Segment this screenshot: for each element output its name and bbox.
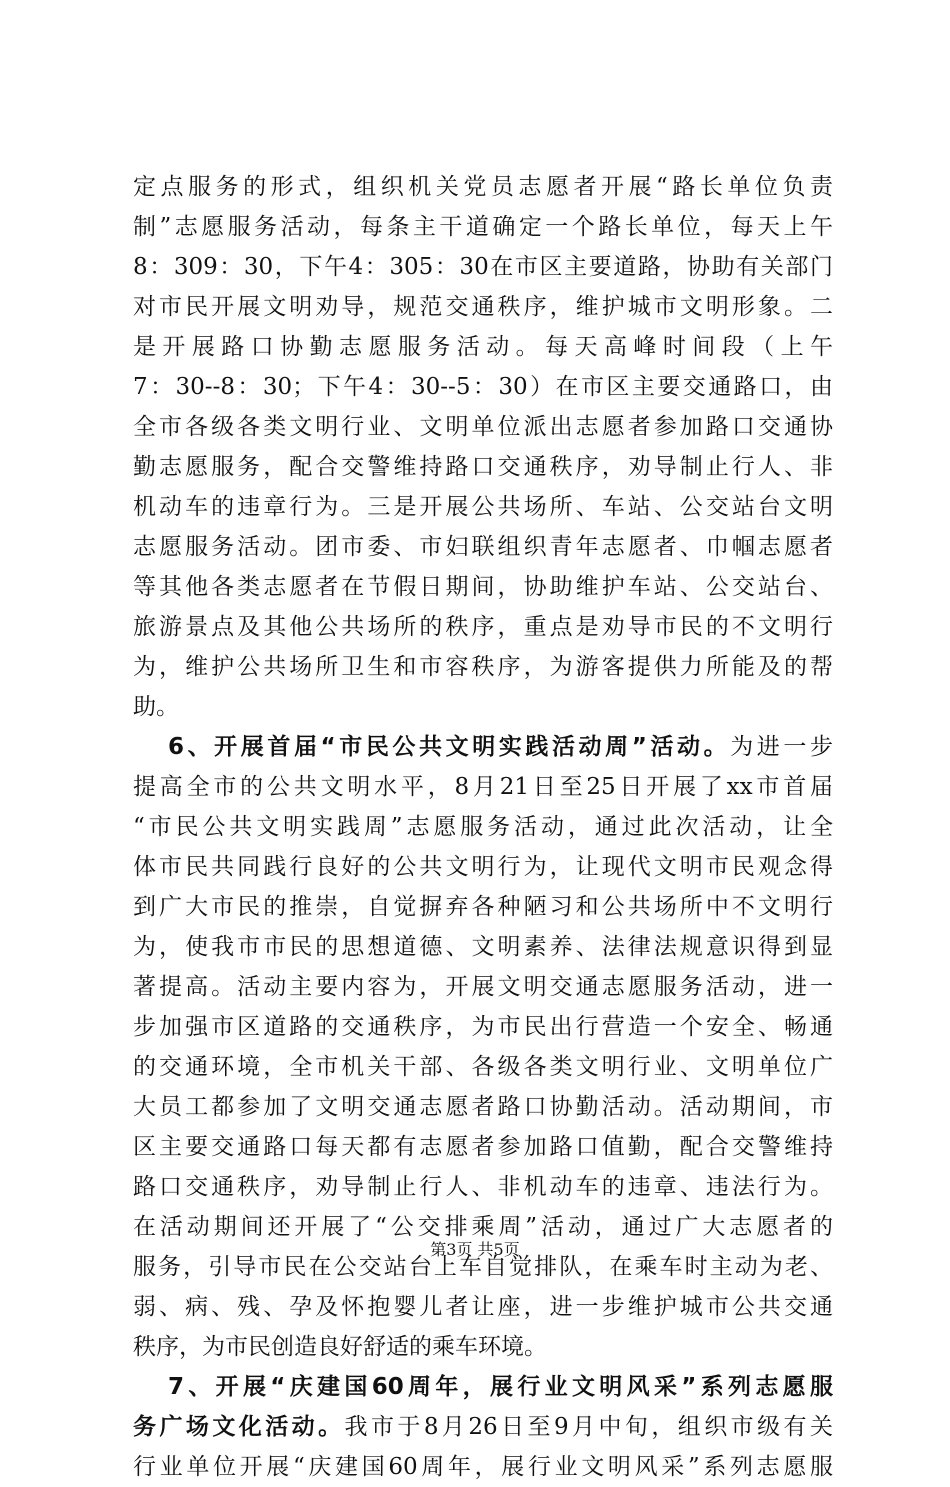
- section-7-second-line-rest: 我市于8月26日至9月中旬，组织市级有关: [344, 1414, 833, 1440]
- paragraph-line: 为，使我市市民的思想道德、文明素养、法律法规意识得到显: [133, 934, 833, 960]
- paragraph-line: 7：30--8：30；下午4：30--5：30）在市区主要交通路口，由: [133, 374, 833, 400]
- paragraph-line: 制”志愿服务活动，每条主干道确定一个路长单位，每天上午: [133, 214, 833, 240]
- section-6-heading: 6、开展首届“市民公共文明实践活动周”活动。: [168, 734, 731, 760]
- paragraph-line: 大员工都参加了文明交通志愿者路口协勤活动。活动期间，市: [133, 1094, 833, 1120]
- paragraph-line: 区主要交通路口每天都有志愿者参加路口值勤，配合交警维持: [133, 1134, 833, 1160]
- paragraph-line: 秩序，为市民创造良好舒适的乘车环境。: [133, 1334, 547, 1360]
- paragraph-line: 的交通环境，全市机关干部、各级各类文明行业、文明单位广: [133, 1054, 833, 1080]
- section-6-first-line-rest: 为进一步: [730, 734, 833, 760]
- paragraph-line: 等其他各类志愿者在节假日期间，协助维护车站、公交站台、: [133, 574, 833, 600]
- paragraph-line: 行业单位开展“庆建国60周年，展行业文明风采”系列志愿服: [133, 1454, 833, 1480]
- paragraph-line: 定点服务的形式，组织机关党员志愿者开展“路长单位负责: [133, 174, 833, 200]
- paragraph-line: 旅游景点及其他公共场所的秩序，重点是劝导市民的不文明行: [133, 614, 833, 640]
- paragraph-line: 在活动期间还开展了“公交排乘周”活动，通过广大志愿者的: [133, 1214, 833, 1240]
- page-footer: [0, 1240, 950, 1260]
- paragraph-line: 志愿服务活动。团市委、市妇联组织青年志愿者、巾帼志愿者: [133, 534, 833, 560]
- paragraph-line: 著提高。活动主要内容为，开展文明交通志愿服务活动，进一: [133, 974, 833, 1000]
- body-text: [133, 167, 833, 1487]
- paragraph-line: 路口交通秩序，劝导制止行人、非机动车的违章、违法行为。: [133, 1174, 833, 1200]
- paragraph-line: 体市民共同践行良好的公共文明行为，让现代文明市民观念得: [133, 854, 833, 880]
- paragraph-line: 对市民开展文明劝导，规范交通秩序，维护城市文明形象。二: [133, 294, 833, 320]
- paragraph-line: 机动车的违章行为。三是开展公共场所、车站、公交站台文明: [133, 494, 833, 520]
- page-number-label: 第3页 共5页: [430, 1240, 520, 1259]
- paragraph-line: 助。: [133, 694, 179, 720]
- paragraph-line: 弱、病、残、孕及怀抱婴儿者让座，进一步维护城市公共交通: [133, 1294, 833, 1320]
- paragraph-line: 是开展路口协勤志愿服务活动。每天高峰时间段（上午: [133, 334, 833, 360]
- section-7-heading-line1: 7、开展“庆建国60周年，展行业文明风采”系列志愿服: [168, 1374, 833, 1400]
- section-7-second-line: [133, 1407, 833, 1447]
- paragraph-line: “市民公共文明实践周”志愿服务活动，通过此次活动，让全: [133, 814, 833, 840]
- paragraph-line: 提高全市的公共文明水平，8月21日至25日开展了xx市首届: [133, 774, 833, 800]
- paragraph-line: 服务，引导市民在公交站台上车自觉排队，在乘车时主动为老、: [133, 1254, 833, 1280]
- paragraph-line: 勤志愿服务，配合交警维持路口交通秩序，劝导制止行人、非: [133, 454, 833, 480]
- paragraph-line: 到广大市民的推崇，自觉摒弃各种陋习和公共场所中不文明行: [133, 894, 833, 920]
- section-6-first-line: [133, 727, 833, 767]
- paragraph-line: 为，维护公共场所卫生和市容秩序，为游客提供力所能及的帮: [133, 654, 833, 680]
- section-7-heading-line2: 务广场文化活动。: [133, 1414, 345, 1440]
- paragraph-line: 步加强市区道路的交通秩序，为市民出行营造一个安全、畅通: [133, 1014, 833, 1040]
- paragraph-line: 全市各级各类文明行业、文明单位派出志愿者参加路口交通协: [133, 414, 833, 440]
- paragraph-line: 8：309：30，下午4：305：30在市区主要道路，协助有关部门: [133, 254, 833, 280]
